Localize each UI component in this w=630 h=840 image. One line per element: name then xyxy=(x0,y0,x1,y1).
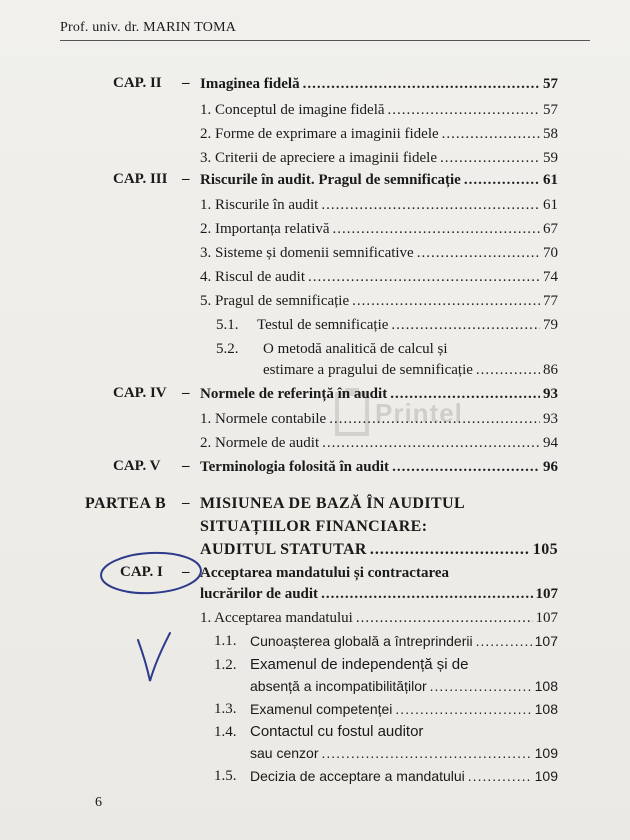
checkmark-icon xyxy=(138,633,170,681)
part-title-line3: AUDITUL STATUTAR xyxy=(200,541,367,558)
entry-title: 3. Criterii de apreciere a imaginii fidele xyxy=(200,150,437,166)
dash-separator: – xyxy=(182,564,190,580)
page-ref: 108 xyxy=(534,701,558,717)
page-ref: 77 xyxy=(543,293,558,309)
chapter-title: Imaginea fidelă xyxy=(200,76,300,92)
entry-title: 2. Importanța relativă xyxy=(200,221,330,237)
page-ref: 61 xyxy=(543,197,558,213)
part-title-line1: MISIUNEA DE BAZĂ ÎN AUDITUL xyxy=(200,495,466,512)
entry-title: 4. Riscul de audit xyxy=(200,269,305,285)
page-ref: 59 xyxy=(543,150,558,166)
subentry-number: 1.4. xyxy=(214,724,237,740)
subentry-number: 1.5. xyxy=(214,768,237,784)
page-ref: 93 xyxy=(543,386,558,402)
page-ref: 57 xyxy=(543,76,558,92)
chapter-title: Riscurile în audit. Pragul de semnificație xyxy=(200,172,461,188)
entry-title: 2. Normele de audit xyxy=(200,435,320,451)
dash-separator: – xyxy=(182,495,190,511)
page-ref: 109 xyxy=(534,745,558,761)
chapter-number: CAP. III xyxy=(113,171,168,187)
entry-title-line2: estimare a pragului de semnificație xyxy=(263,362,473,378)
chapter-title-line1: Acceptarea mandatului și contractarea xyxy=(200,565,449,581)
subentry-number: 1.2. xyxy=(214,657,237,673)
entry-title-line2: absență a incompatibilităților xyxy=(250,678,427,694)
entry-title: 1. Acceptarea mandatului xyxy=(200,610,353,626)
subentry-number: 1.1. xyxy=(214,633,237,649)
entry-title: 2. Forme de exprimare a imaginii fidele xyxy=(200,126,439,142)
chapter-title: Terminologia folosită în audit xyxy=(200,459,390,475)
page-ref: 70 xyxy=(543,245,558,261)
entry-title: 5. Pragul de semnificație xyxy=(200,293,350,309)
chapter-number: CAP. II xyxy=(113,75,162,91)
page-ref: 94 xyxy=(543,435,558,451)
entry-title: Decizia de acceptare a mandatului xyxy=(250,768,465,784)
page-ref: 109 xyxy=(534,768,558,784)
part-title-line2: SITUAȚIILOR FINANCIARE: xyxy=(200,518,428,535)
entry-title: 1. Conceptul de imagine fidelă xyxy=(200,102,385,118)
entry-title: Testul de semnificație xyxy=(257,317,389,333)
entry-title-line2: sau cenzor xyxy=(250,745,319,761)
entry-title: Examenul competenței xyxy=(250,701,393,717)
page-ref: 79 xyxy=(543,317,558,333)
circle-mark-icon xyxy=(100,550,202,595)
page-ref: 105 xyxy=(532,541,558,558)
chapter-number: CAP. IV xyxy=(113,385,167,401)
subentry-number: 5.2. xyxy=(216,341,239,357)
page-ref: 58 xyxy=(543,126,558,142)
page-ref: 74 xyxy=(543,269,558,285)
page-ref: 67 xyxy=(543,221,558,237)
page-ref: 86 xyxy=(543,362,558,378)
page-number: 6 xyxy=(95,795,102,810)
entry-title-line1: Examenul de independență și de xyxy=(250,656,469,673)
dash-separator: – xyxy=(182,458,190,474)
entry-title-line1: Contactul cu fostul auditor xyxy=(250,723,424,740)
entry-title: 1. Normele contabile xyxy=(200,411,327,427)
chapter-number: CAP. I xyxy=(120,564,163,580)
header-author: Prof. univ. dr. MARIN TOMA xyxy=(60,20,237,35)
page-ref: 108 xyxy=(534,678,558,694)
page-ref: 107 xyxy=(535,586,558,602)
page-ref: 93 xyxy=(543,411,558,427)
entry-title-line1: O metodă analitică de calcul și xyxy=(263,341,448,357)
page-ref: 107 xyxy=(534,633,558,649)
dash-separator: – xyxy=(182,171,190,187)
part-number: PARTEA B xyxy=(85,495,167,512)
watermark-text: Printel xyxy=(375,398,463,428)
chapter-title-line2: lucrărilor de audit xyxy=(200,586,319,602)
page-ref: 57 xyxy=(543,102,558,118)
dash-separator: – xyxy=(182,385,190,401)
subentry-number: 1.3. xyxy=(214,701,237,717)
subentry-number: 5.1. xyxy=(216,317,239,333)
chapter-number: CAP. V xyxy=(113,458,161,474)
page-ref: 107 xyxy=(535,610,558,626)
chapter-title: Normele de referință în audit xyxy=(200,386,388,402)
entry-title: Cunoașterea globală a întreprinderii xyxy=(250,633,473,649)
entry-title: 3. Sisteme și domenii semnificative xyxy=(200,245,414,261)
dash-separator: – xyxy=(182,75,190,91)
page-ref: 61 xyxy=(543,172,558,188)
page-ref: 96 xyxy=(543,459,558,475)
entry-title: 1. Riscurile în audit xyxy=(200,197,319,213)
